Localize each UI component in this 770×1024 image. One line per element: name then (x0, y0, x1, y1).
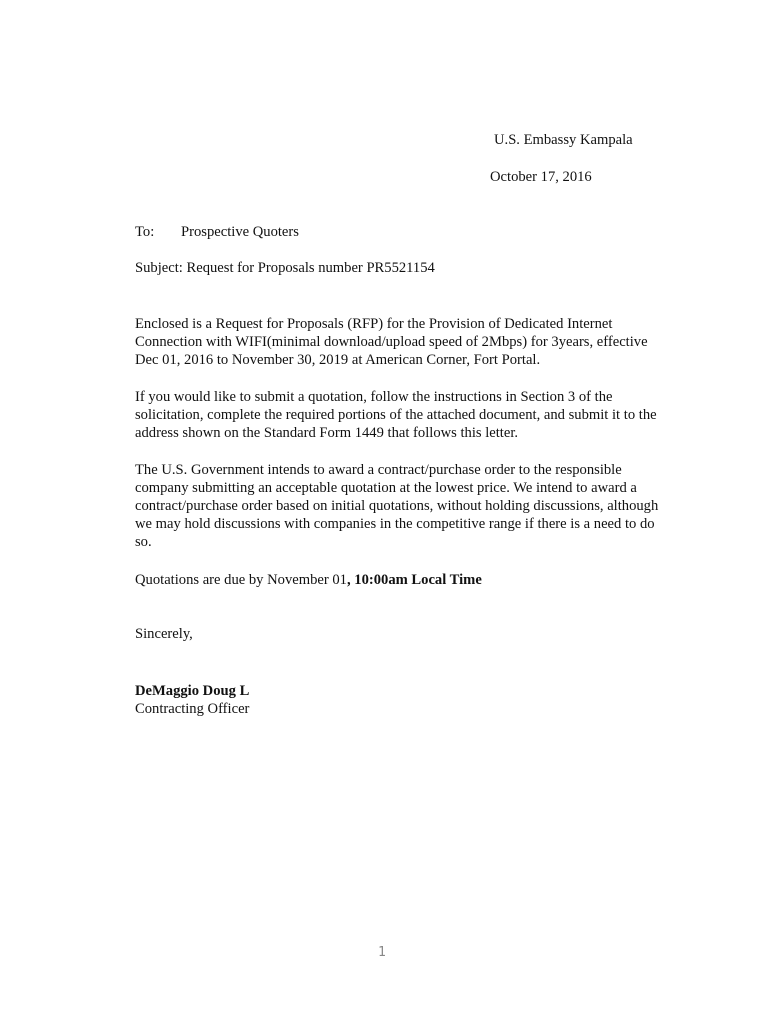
paragraph-line: we may hold discussions with companies in the competitive range if there is a need to do (135, 516, 655, 532)
signer-name: DeMaggio Doug L (135, 683, 250, 699)
paragraph-award-terms (135, 461, 695, 551)
letter-date: October 17, 2016 (490, 169, 592, 185)
due-date-line (135, 571, 482, 589)
to-label: To: (135, 224, 155, 240)
paragraph-line: company submitting an acceptable quotation at the lowest price. We intend to award a (135, 480, 637, 496)
paragraph-rfp-description (135, 315, 695, 369)
paragraph-line: Connection with WIFI(minimal download/upload speed of 2Mbps) for 3years, effective (135, 334, 648, 350)
paragraph-line: address shown on the Standard Form 1449 that follows this letter. (135, 425, 519, 441)
paragraph-line: If you would like to submit a quotation, follow the instructions in Section 3 of the (135, 389, 613, 405)
paragraph-line: The U.S. Government intends to award a contract/purchase order to the responsible (135, 462, 622, 478)
due-date-prefix: Quotations are due by November 01 (135, 572, 347, 588)
recipient-line (135, 223, 299, 241)
paragraph-line: so. (135, 534, 152, 550)
subject-line: Subject: Request for Proposals number PR5521154 (135, 260, 435, 276)
signer-title: Contracting Officer (135, 701, 250, 717)
sender-address: U.S. Embassy Kampala (494, 132, 633, 148)
page-number: 1 (378, 945, 386, 960)
due-date-time: , 10:00am Local Time (346, 572, 482, 588)
paragraph-line: Enclosed is a Request for Proposals (RFP) for the Provision of Dedicated Internet (135, 316, 613, 332)
recipient: Prospective Quoters (181, 224, 299, 240)
paragraph-line: contract/purchase order based on initial quotations, without holding discussions, although (135, 498, 659, 514)
closing: Sincerely, (135, 626, 193, 642)
paragraph-line: Dec 01, 2016 to November 30, 2019 at American Corner, Fort Portal. (135, 352, 541, 368)
paragraph-line: solicitation, complete the required portions of the attached document, and submit it to the (135, 407, 657, 423)
paragraph-submission-instructions (135, 388, 695, 442)
